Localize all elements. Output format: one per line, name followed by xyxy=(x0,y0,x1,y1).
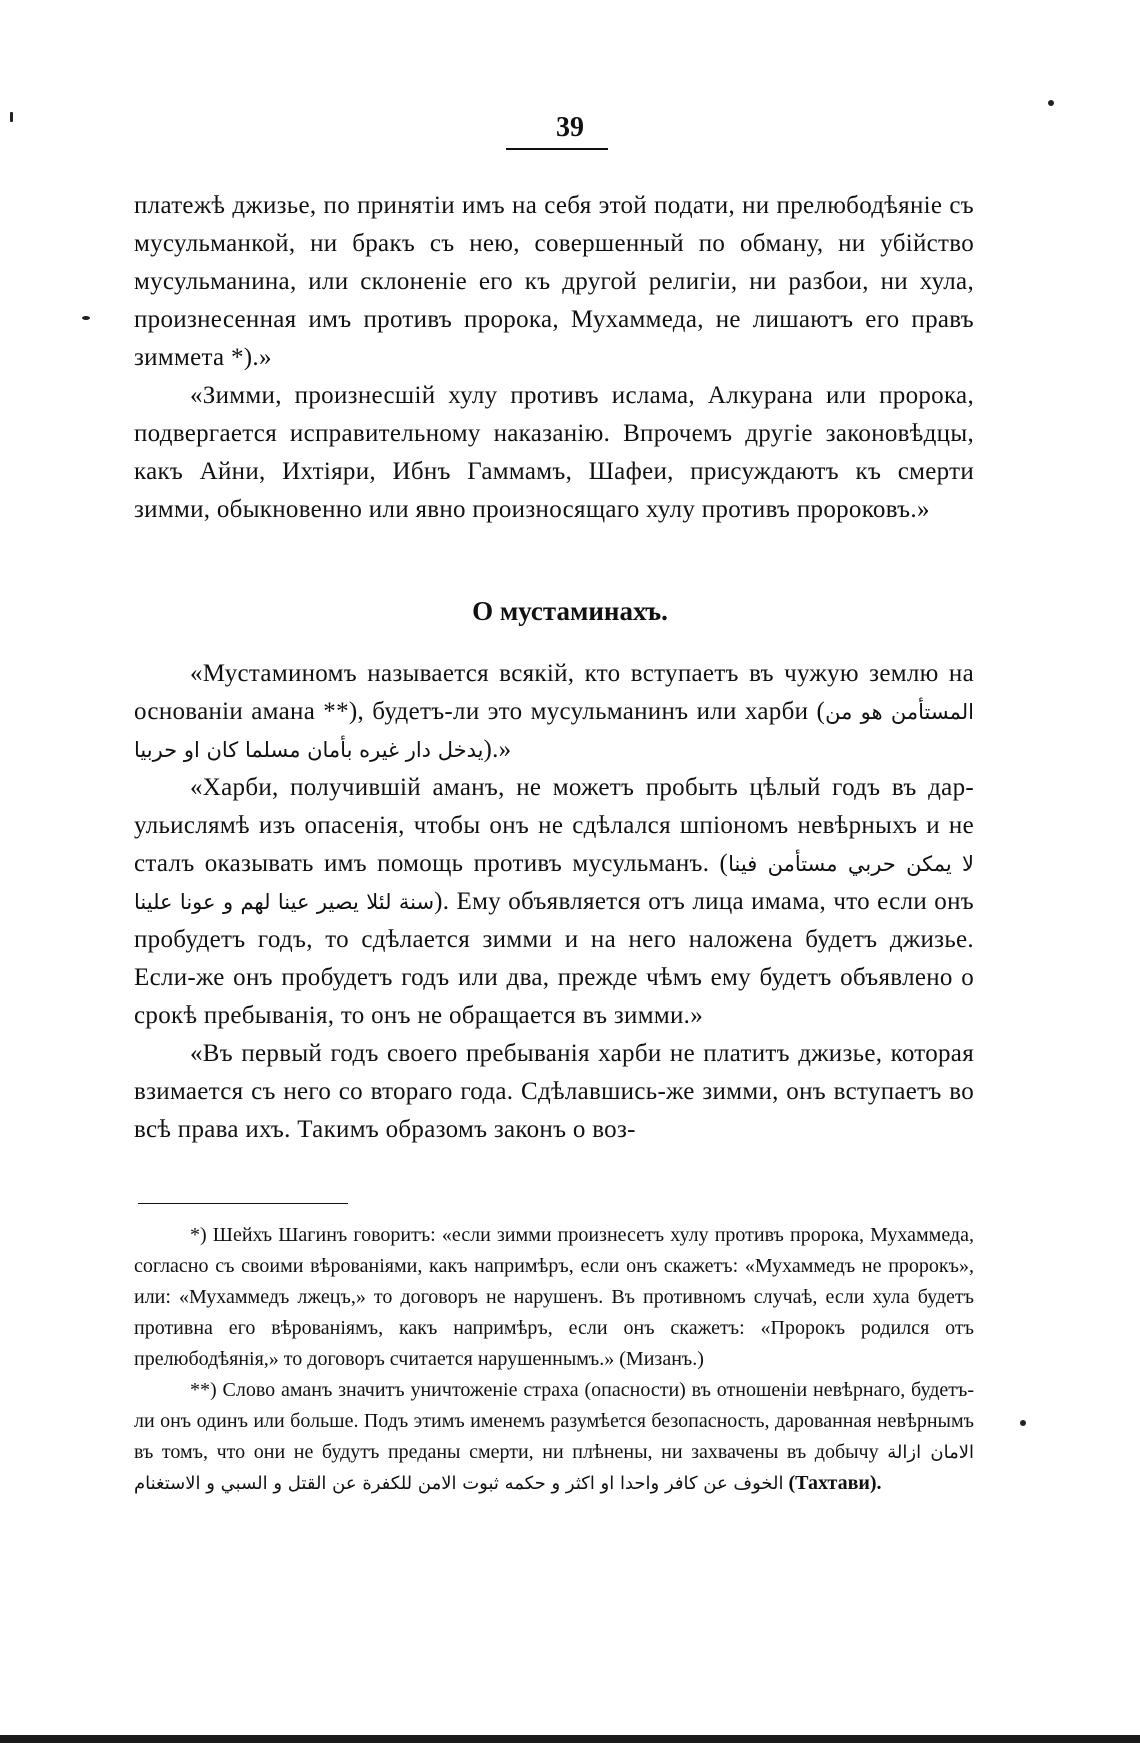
arabic-quote-mustamin: المستأمن هو من يدخل دار غيره بأمان مسلما كان او حربيا xyxy=(134,700,974,762)
harbi-aman-end: ). Ему объявляется отъ лица имама, что если онъ пробудетъ годъ, то сдѣлается зимми и на него наложена будетъ джизье. Если-же онъ пробудетъ годъ или два, прежде чѣмъ ему будетъ объявлено о срокѣ пребыванія, то онъ не обращается въ зимми.» xyxy=(134,888,974,1029)
footnote-rule xyxy=(138,1203,348,1204)
paragraph-zimmi-blasphemy: «Зимми, произнесшій хулу противъ ислама, Алкурана или пророка, подвергается исправительному наказанію. Впрочемъ другіе законовѣдцы, какъ Айни, Ихтіяри, Ибнъ Гаммамъ, Шафеи, присуждаютъ къ смерти зимми, обыкновенно или явно произносящаго хулу противъ пророковъ.» xyxy=(134,382,974,523)
scan-speck xyxy=(82,316,90,320)
paragraph-first-year: «Въ первый годъ своего пребыванія харби не платитъ джизье, которая взимается съ него со втораго года. Сдѣлавшись-же зимми, онъ вступаетъ во всѣ права ихъ. Такимъ образомъ законъ о воз- xyxy=(134,1040,974,1143)
scan-speck xyxy=(1048,100,1054,106)
footnote-2-arabic: الامان ازالة الخوف عن كافر واحدا او اكثر و حكمه ثبوت الامن للكفرة عن القتل و السبي و الاستغنام xyxy=(134,1442,975,1494)
footnote-2-text: **) Слово аманъ значитъ уничтоженіе страха (опасности) въ отношеніи невѣрнаго, будетъ-ли онъ одинъ или больше. Подъ этимъ именемъ разумѣется безопасность, дарованная невѣрнымъ въ томъ, что они не будутъ преданы смерти, ни плѣнены, ни захвачены въ добычу xyxy=(134,1379,974,1463)
page-number: 39 xyxy=(556,112,584,143)
scan-bottom-edge xyxy=(0,1735,1140,1743)
body-text-top xyxy=(134,187,974,529)
footnote-2-end: (Тахтави). xyxy=(783,1472,882,1494)
section-heading: О мустаминахъ. xyxy=(472,596,668,626)
footnote-1: *) Шейхъ Шагинъ говоритъ: «если зимми произнесетъ хулу противъ пророка, Мухаммеда, согласно съ своими вѣрованіями, какъ напримѣръ, если онъ скажетъ: «Мухаммедъ не пророкъ», или: «Мухаммедъ лжецъ,» то договоръ не нарушенъ. Въ противномъ случаѣ, если хула будетъ противна его вѣрованіямъ, какъ напримѣръ, если онъ скажетъ: «Пророкъ родился отъ прелюбодѣянія,» то договоръ считается нарушеннымъ.» (Мизанъ.) xyxy=(134,1224,974,1370)
paragraph-zimmi-rights: платежѣ джизье, по принятіи имъ на себя этой подати, ни прелюбодѣяніе съ мусульманкой, ни бракъ съ нею, совершенный по обману, ни убійство мусульманина, или склоненіе его къ другой религіи, ни разбои, ни хула, произнесенная имъ противъ пророка, Мухаммеда, не лишаютъ его правъ зиммета *).» xyxy=(134,192,974,371)
paragraph-harbi-aman xyxy=(134,769,974,1035)
body-text-mustamin xyxy=(134,655,974,1149)
scan-speck xyxy=(1020,1420,1026,1426)
arabic-quote-harbi: لا يمكن حربي مستأمن فينا سنة لئلا يصير عينا لهم و عونا علينا xyxy=(134,852,974,914)
page-number-rule xyxy=(506,148,608,150)
paragraph-mustamin-definition xyxy=(134,655,974,769)
footnotes xyxy=(134,1220,974,1499)
mustamin-definition-text: «Мустаминомъ называется всякій, кто вступаетъ въ чужую землю на основаніи амана **), будетъ-ли это мусульманинъ или харби ( xyxy=(134,660,974,725)
mustamin-definition-end: ).» xyxy=(483,736,512,763)
harbi-aman-text: «Харби, получившій аманъ, не можетъ пробыть цѣлый годъ въ дар-ульислямѣ изъ опасенія, чтобы онъ не сдѣлался шпіономъ невѣрныхъ и не сталъ оказывать имъ помощь противъ мусульманъ. ( xyxy=(134,774,974,877)
footnote-2 xyxy=(134,1375,974,1499)
scan-speck xyxy=(10,112,13,122)
